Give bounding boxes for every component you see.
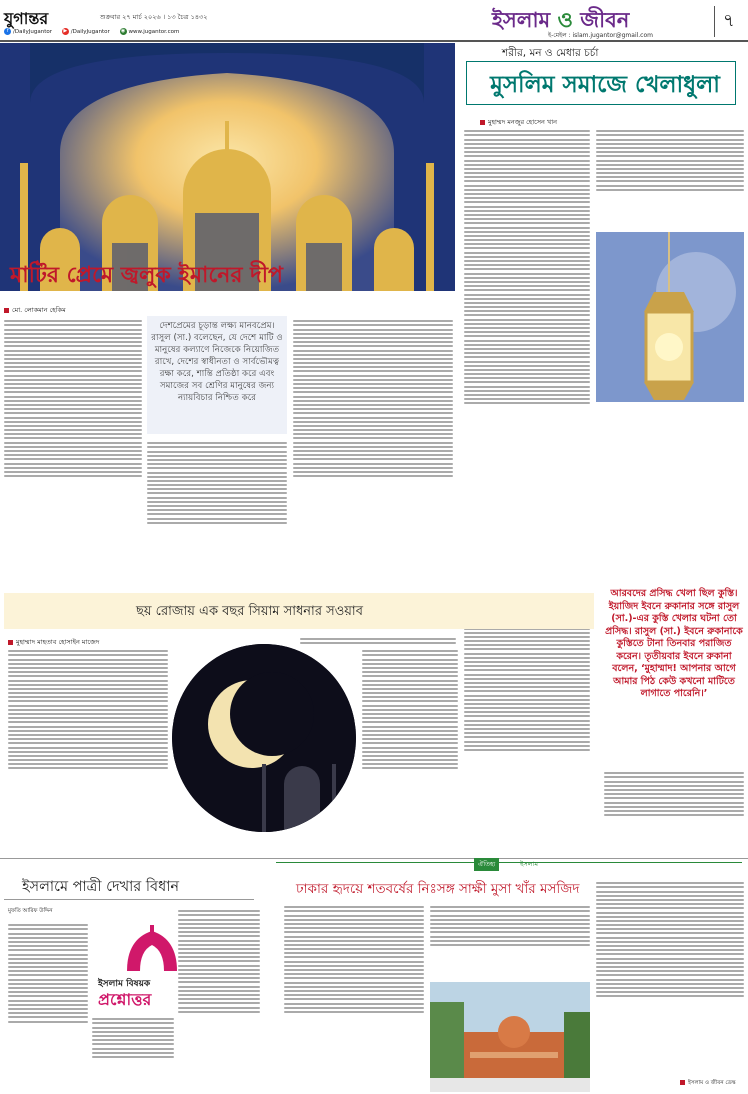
crescent-mosque-illustration (172, 644, 356, 832)
hero-body-col-1 (4, 318, 142, 576)
bullet-icon (4, 308, 9, 313)
fasting-byline: মুহাম্মাদ মাহতাব হোসাইন মাজেদ (8, 637, 99, 648)
mosque-building-illustration (430, 982, 590, 1092)
globe-icon: ◉ (120, 28, 126, 34)
islam-tag: ইসলাম (520, 860, 539, 868)
sports-byline: মুহাম্মদ মনজুর হোসেন খান (480, 117, 557, 128)
social-links (4, 28, 187, 38)
bride-body-col-2 (92, 1016, 174, 1088)
quiz-logo-line1: ইসলাম বিষয়ক (98, 979, 151, 989)
fasting-body-col-2 (362, 648, 458, 848)
sports-body-col-4 (604, 770, 744, 850)
youtube-link[interactable]: ▶ /DailyJugantor (63, 28, 110, 35)
website-link[interactable]: ◉ www.jugantor.com (120, 28, 180, 35)
bride-headline: ইসলামে পাত্রী দেখার বিধান (22, 879, 180, 895)
section-title: ইসলাম ও জীবন (492, 8, 630, 32)
mosque-credit: ইসলাম ও জীবন ডেস্ক (680, 1080, 736, 1088)
sports-kicker: শরীর, মন ও মেধার চর্চা (502, 47, 599, 59)
dateline: শুক্রবার ২৭ মার্চ ২০২৬ । ১৩ চৈত্র ১৪৩২ (100, 13, 208, 21)
heritage-rule (276, 862, 742, 863)
quiz-logo-line2: প্রশ্নোত্তর (98, 990, 152, 1009)
section-email: ই-মেইল : islam.jugantor@gmail.com (548, 32, 654, 39)
hero-byline: মো. লোকমান হেকিম (4, 305, 66, 316)
sports-body-col-3 (464, 596, 590, 850)
lantern-illustration (596, 232, 744, 592)
fasting-body-col-1 (8, 648, 168, 848)
newspaper-logo: যুগান্তর (4, 9, 49, 28)
bullet-icon (8, 640, 13, 645)
mosque-body-col-1 (284, 904, 424, 1090)
hero-body-col-3 (293, 318, 453, 576)
bride-body-col-1 (8, 922, 88, 1090)
sports-body-col-1 (464, 128, 590, 578)
sports-headline: মুসলিম সমাজে খেলাধুলা (490, 72, 720, 98)
mosque-headline: ঢাকার হৃদয়ে শতবর্ষের নিঃসঙ্গ সাক্ষী মুসা খাঁর মসজিদ (296, 881, 580, 897)
mosque-domes-illustration (0, 43, 455, 291)
heritage-tag: ঐতিহ্য (474, 858, 499, 871)
mosque-body-col-3 (596, 880, 744, 1076)
mosque-photo (430, 982, 590, 1092)
facebook-icon: f (4, 28, 11, 35)
mosque-body-col-2 (430, 904, 590, 978)
hero-pull-quote: দেশপ্রেমের চূড়ান্ত লক্ষ্য মানবপ্রেম। রাসুল (সা.) বলেছেন, যে দেশে মাটি ও মানুষের কল্যাণে নিজেকে নিয়োজিত রাখে, দেশের স্বাধীনতা ও সার্বভৌমত্ব রক্ষা করে, শান্তি প্রতিষ্ঠা করে এবং সমাজের সব শ্রেণির মানুষের জন্য ন্যায়বিচার নিশ্চিত করে (147, 316, 287, 434)
fasting-body-col-2-top (300, 636, 456, 650)
bullet-icon (680, 1080, 685, 1085)
bullet-icon (480, 120, 485, 125)
sports-body-col-2 (596, 128, 744, 228)
hero-illustration (0, 43, 455, 291)
bottom-section-rule (0, 858, 748, 859)
bride-body-col-3 (178, 908, 260, 1088)
crescent-moon-image (172, 644, 356, 832)
hero-headline: মাটির প্রেমে জ্বলুক ইমানের দীপ (10, 263, 283, 288)
fasting-headline: ছয় রোজায় এক বছর সিয়াম সাধনার সওয়াব (136, 604, 363, 619)
page-number: ৭ (714, 6, 735, 37)
lantern-caption: আরবদের প্রসিদ্ধ খেলা ছিল কুস্তি। ইয়াজিদ ইবনে রুকানার সঙ্গে রাসুল (সা.)-এর কুস্তি খেলার ঘটনা তো প্রসিদ্ধ। রাসুল (সা.) ইবনে রুকানাকে কুস্তিতে টানা তিনবার পরাজিত করেন। তৃতীয়বার ইবনে রুকানা বলেন, ‘মুহাম্মাদ! আপনার আগে আমার পিঠ কেউ কখনো মাটিতে লাগাতে পারেনি।’ (605, 588, 743, 699)
lantern-image (596, 232, 744, 592)
hero-body-col-2 (147, 440, 287, 576)
header-rule (0, 40, 748, 42)
bride-byline: মুফতি আরিফ উদ্দিন (8, 908, 53, 914)
facebook-link[interactable]: f /DailyJugantor (4, 28, 52, 35)
youtube-icon: ▶ (63, 28, 68, 34)
masthead (4, 6, 244, 26)
